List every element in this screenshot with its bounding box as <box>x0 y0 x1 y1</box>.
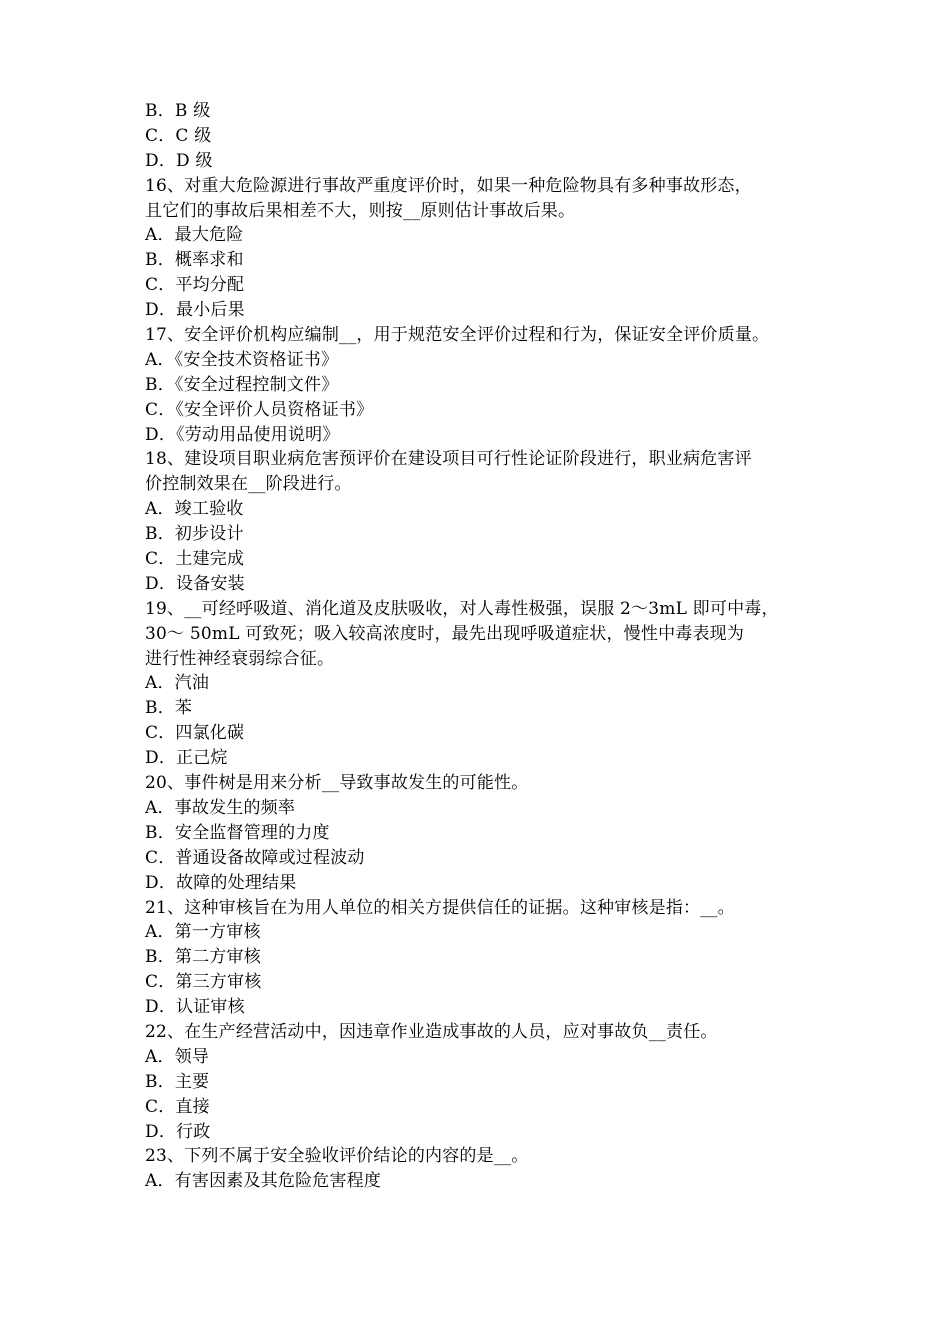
option-line: C．第三方审核 <box>145 972 262 993</box>
option-line: B．主要 <box>145 1071 210 1092</box>
option-line: A．汽油 <box>145 673 210 694</box>
question-16-line-2: 且它们的事故后果相差不大，则按__原则估计事故后果。 <box>145 200 576 221</box>
option-line: C．平均分配 <box>145 275 245 296</box>
option-line: B．苯 <box>145 698 193 719</box>
option-line: A．最大危险 <box>145 225 244 246</box>
question-19-line-1: 19、__可经呼吸道、消化道及皮肤吸收，对人毒性极强，误服 2～3mL 即可中毒， <box>145 598 779 619</box>
question-text-block <box>145 99 810 1194</box>
option-line: A．竣工验收 <box>145 499 244 520</box>
option-line: C．直接 <box>145 1096 210 1117</box>
option-line: D．《劳动用品使用说明》 <box>145 424 340 445</box>
question-18-line-2: 价控制效果在__阶段进行。 <box>145 474 352 495</box>
option-line: D．行政 <box>145 1121 211 1142</box>
option-line: C．《安全评价人员资格证书》 <box>145 399 374 420</box>
option-line: B．第二方审核 <box>145 947 261 968</box>
option-line: C．土建完成 <box>145 549 245 570</box>
question-16-line-1: 16、对重大危险源进行事故严重度评价时，如果一种危险物具有多种事故形态， <box>145 175 752 196</box>
option-line: A．事故发生的频率 <box>145 797 296 818</box>
option-line: D．D 级 <box>145 150 213 171</box>
option-line: C．四氯化碳 <box>145 723 245 744</box>
question-23-line-1: 23、下列不属于安全验收评价结论的内容的是__。 <box>145 1146 529 1167</box>
option-line: B．B 级 <box>145 101 211 121</box>
option-line: A．有害因素及其危险危害程度 <box>145 1171 382 1192</box>
option-line: D．设备安装 <box>145 573 245 594</box>
option-line: B．《安全过程控制文件》 <box>145 374 339 395</box>
question-18-line-1: 18、建设项目职业病危害预评价在建设项目可行性论证阶段进行，职业病危害评 <box>145 449 752 470</box>
option-line: C．C 级 <box>145 125 212 146</box>
question-21-line-1: 21、这种审核旨在为用人单位的相关方提供信任的证据。这种审核是指：__。 <box>145 897 735 918</box>
question-20-line-1: 20、事件树是用来分析__导致事故发生的可能性。 <box>145 773 529 794</box>
option-line: C．普通设备故障或过程波动 <box>145 847 365 868</box>
question-19-line-2: 30～ 50mL 可致死；吸入较高浓度时，最先出现呼吸道症状，慢性中毒表现为 <box>145 623 745 644</box>
option-line: B．初步设计 <box>145 524 244 545</box>
option-line: A．《安全技术资格证书》 <box>145 349 339 370</box>
option-line: B．安全监督管理的力度 <box>145 822 330 843</box>
option-line: D．认证审核 <box>145 997 245 1018</box>
option-line: D．正己烷 <box>145 748 228 769</box>
question-22-line-1: 22、在生产经营活动中，因违章作业造成事故的人员，应对事故负__责任。 <box>145 1021 718 1042</box>
option-line: D．最小后果 <box>145 300 245 321</box>
question-19-line-3: 进行性神经衰弱综合征。 <box>145 648 335 669</box>
option-line: A．第一方审核 <box>145 922 261 943</box>
question-17-line-1: 17、安全评价机构应编制__，用于规范安全评价过程和行为，保证安全评价质量。 <box>145 325 770 346</box>
option-line: D．故障的处理结果 <box>145 872 297 893</box>
option-line: B．概率求和 <box>145 250 244 271</box>
option-line: A．领导 <box>145 1046 210 1067</box>
